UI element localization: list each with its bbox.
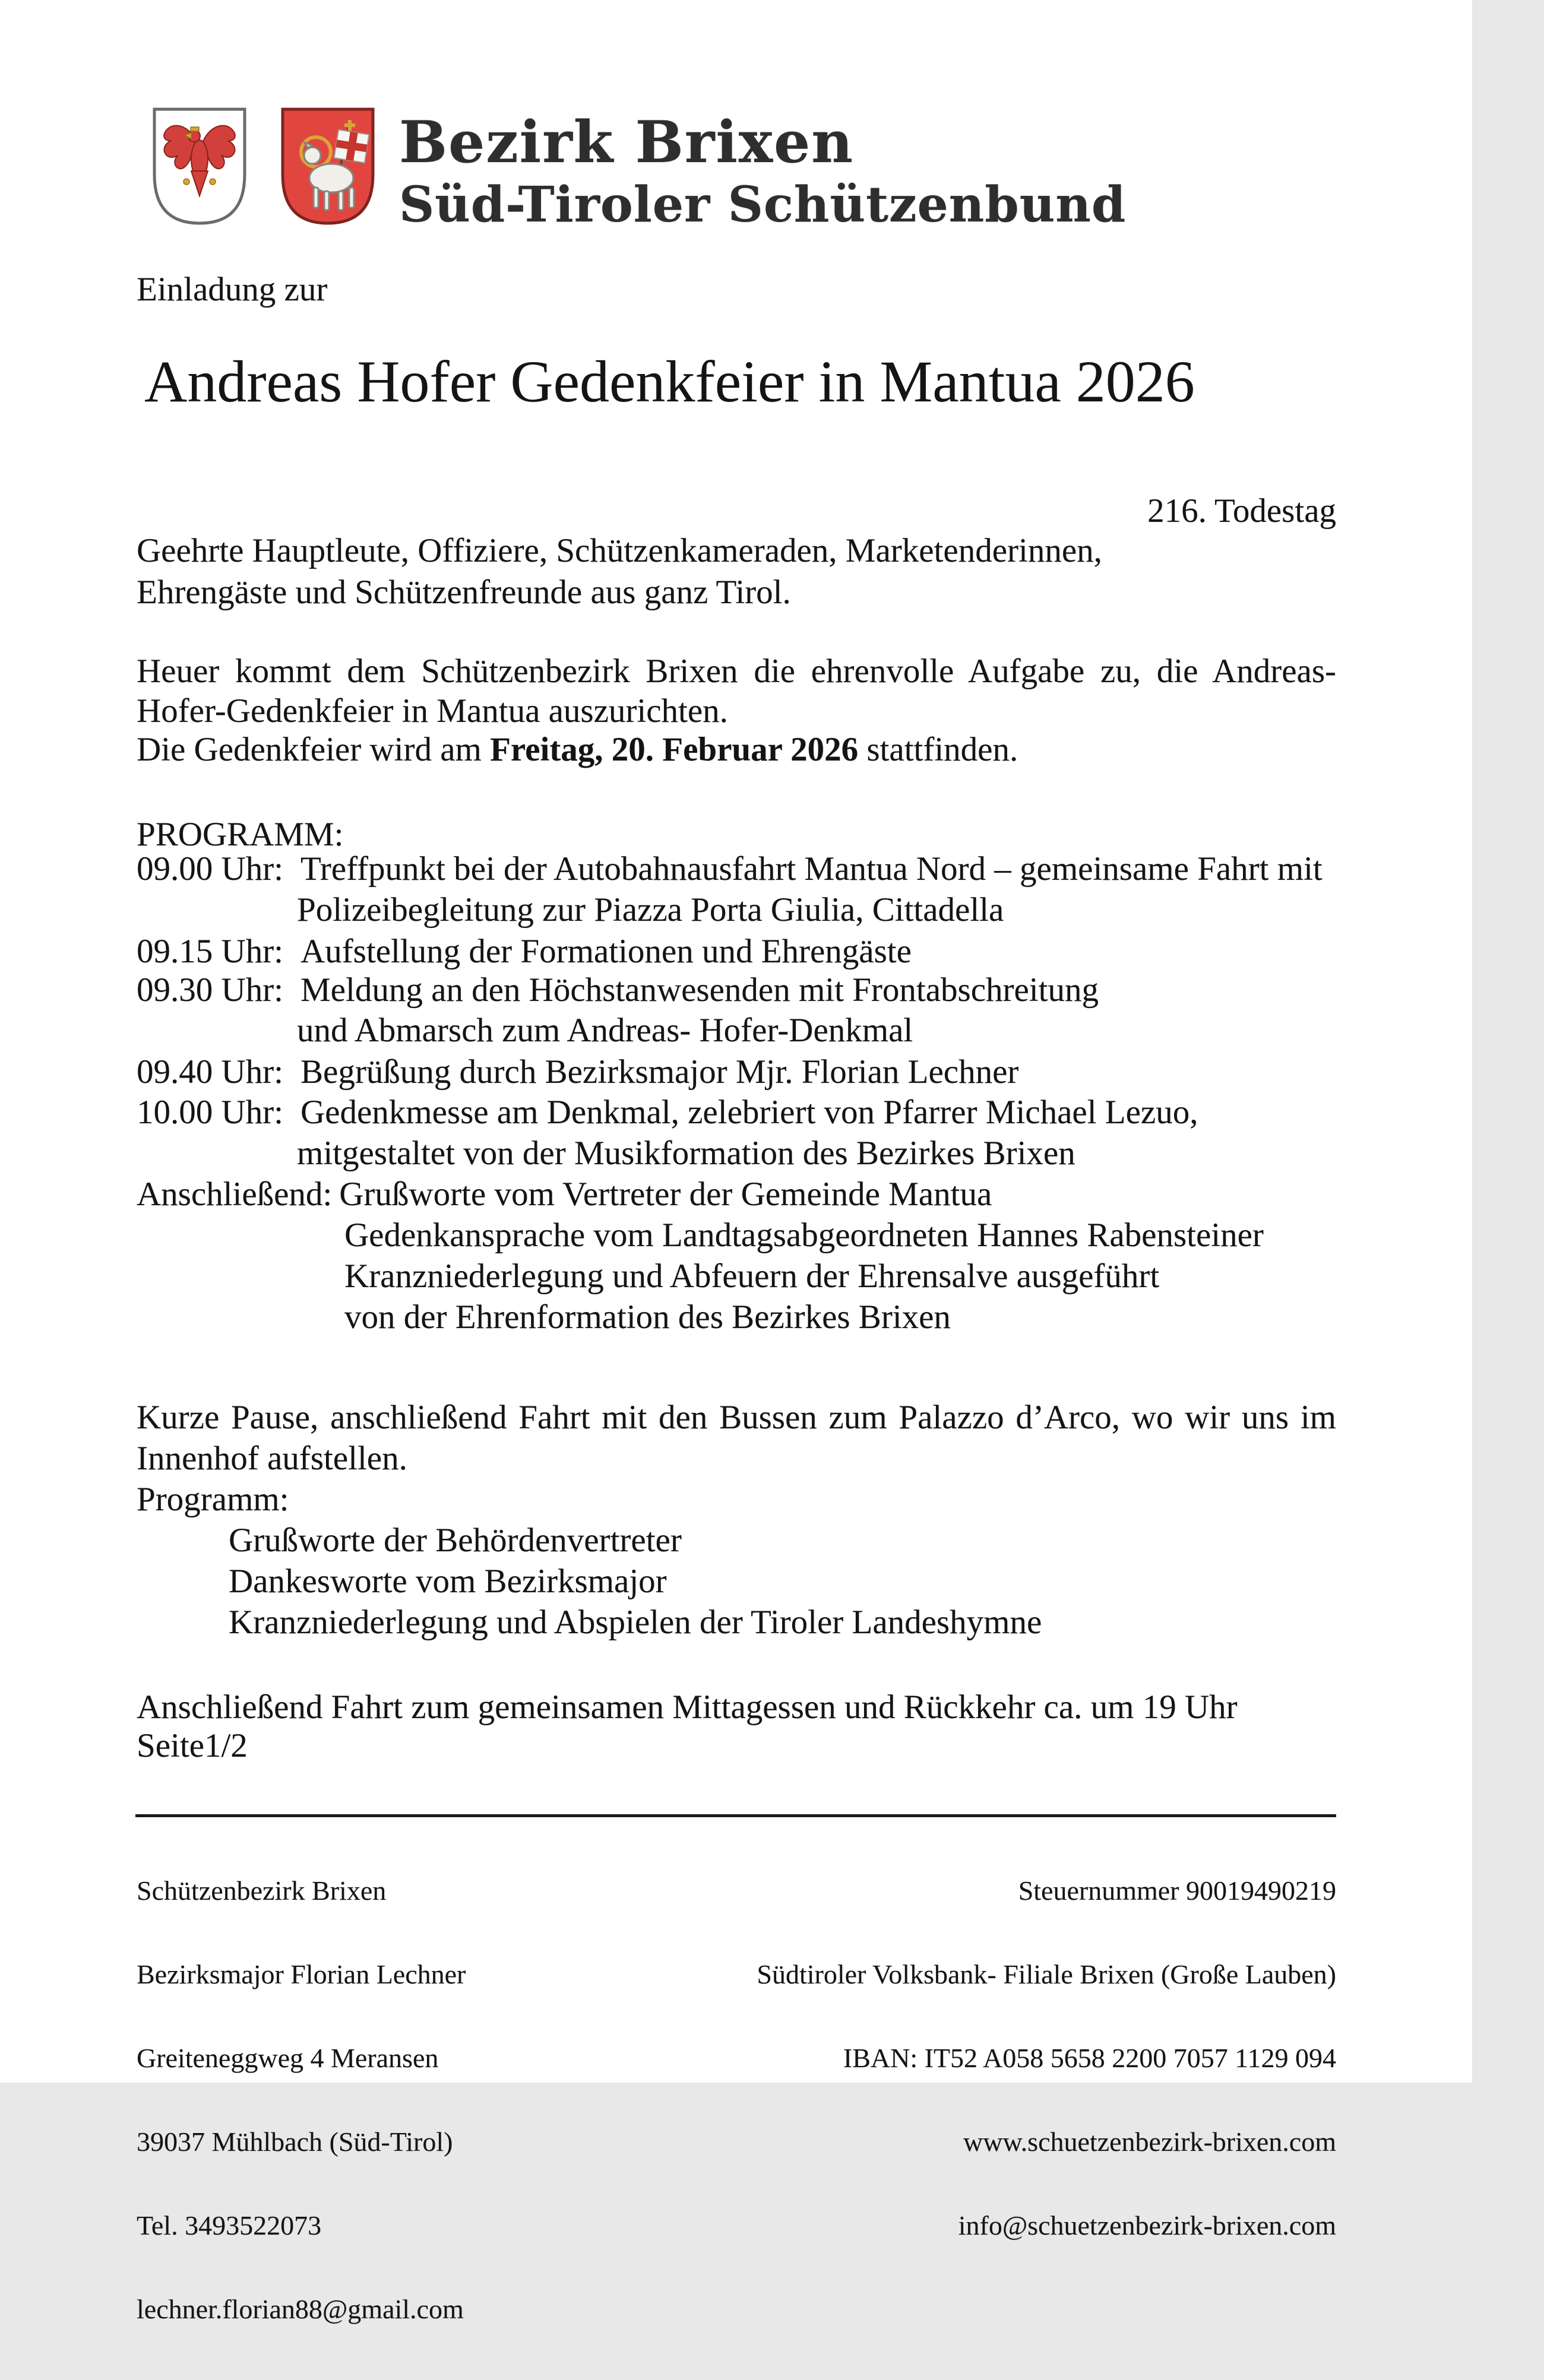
body-line: Kurze Pause, anschließend Fahrt mit den Bussen zum Palazzo d’Arco, wo wir uns im [137,1399,1336,1436]
salutation-line: Geehrte Hauptleute, Offiziere, Schützenkameraden, Marketenderinnen, [137,532,1102,569]
footer-email: lechner.florian88@gmail.com [137,2294,464,2324]
footer-org: Schützenbezirk Brixen [137,1875,387,1906]
document-title: Andreas Hofer Gedenkfeier in Mantua 2026 [144,348,1195,414]
afternoon-program-item: Dankesworte vom Bezirksmajor [229,1563,667,1600]
program-text: Aufstellung der Formationen und Ehrengäste [300,933,912,970]
footer-bank-block [757,1821,1336,2379]
program-heading: PROGRAMM: [137,816,344,853]
time-label: 10.00 Uhr: [137,1094,283,1131]
time-label: 09.15 Uhr: [137,933,283,970]
footer-contact-block [137,1821,466,2379]
program-row [137,1174,1336,1215]
program-row [137,1051,1336,1092]
program-continuation: Kranzniederlegung und Abfeuern der Ehrensalve ausgeführt [344,1257,1160,1295]
program-row [137,1092,1336,1133]
footer-divider [135,1814,1336,1817]
program-text: Grußworte vom Vertreter der Gemeinde Mantua [339,1175,992,1213]
body-line: Hofer-Gedenkfeier in Mantua auszurichten. [137,692,728,730]
program-row [137,848,1336,889]
program-text: Treffpunkt bei der Autobahnausfahrt Mantua Nord – gemeinsame Fahrt mit [300,850,1322,888]
tyrol-eagle-crest-icon [150,104,249,228]
time-label: Anschließend: [137,1175,333,1213]
time-label: 09.00 Uhr: [137,850,283,888]
footer-bank: Südtiroler Volksbank- Filiale Brixen (Große Lauben) [757,1959,1336,1989]
body-line [137,729,1336,770]
footer-website: www.schuetzenbezirk-brixen.com [963,2127,1336,2157]
invitation-lead: Einladung zur [137,271,328,308]
footer-org-email: info@schuetzenbezirk-brixen.com [958,2210,1336,2240]
program-row [137,969,1336,1010]
afternoon-program-heading: Programm: [137,1481,289,1518]
time-label: 09.30 Uhr: [137,971,283,1009]
salutation-line: Ehrengäste und Schützenfreunde aus ganz Tirol. [137,573,791,611]
date-suffix: stattfinden. [858,731,1018,768]
program-continuation: Gedenkansprache vom Landtagsabgeordneten Hannes Rabensteiner [344,1216,1264,1254]
footer-phone: Tel. 3493522073 [137,2210,322,2240]
date-prefix: Die Gedenkfeier wird am [137,731,491,768]
program-text: Meldung an den Höchstanwesenden mit Frontabschreitung [300,971,1099,1009]
body-line: Heuer kommt dem Schützenbezirk Brixen die ehrenvolle Aufgabe zu, die Andreas- [137,652,1336,690]
afternoon-program-item: Kranzniederlegung und Abspielen der Tiroler Landeshymne [229,1603,1042,1641]
footer-city: 39037 Mühlbach (Süd-Tirol) [137,2127,453,2157]
footer [137,1821,1336,2379]
afternoon-program-item: Grußworte der Behördenvertreter [229,1522,682,1559]
time-label: 09.40 Uhr: [137,1053,283,1091]
org-name: Bezirk Brixen [399,109,855,176]
program-continuation: Polizeibegleitung zur Piazza Porta Giulia, Cittadella [297,891,1004,928]
anniversary-line: 216. Todestag [1147,492,1336,530]
body-line: Innenhof aufstellen. [137,1440,407,1477]
program-text: Gedenkmesse am Denkmal, zelebriert von Pfarrer Michael Lezuo, [300,1094,1198,1131]
org-subtitle: Süd-Tiroler Schützenbund [399,176,1127,233]
page-number-label: Seite1/2 [137,1727,248,1764]
program-continuation: mitgestaltet von der Musikformation des Bezirkes Brixen [297,1134,1075,1172]
program-continuation: von der Ehrenformation des Bezirkes Brixen [344,1298,951,1336]
event-date: Freitag, 20. Februar 2026 [490,731,859,768]
footer-person: Bezirksmajor Florian Lechner [137,1959,466,1989]
program-text: Begrüßung durch Bezirksmajor Mjr. Florian Lechner [300,1053,1019,1091]
footer-street: Greiteneggweg 4 Meransen [137,2043,439,2073]
closing-line: Anschließend Fahrt zum gemeinsamen Mittagessen und Rückkehr ca. um 19 Uhr [137,1688,1238,1726]
footer-tax-number: Steuernummer 90019490219 [1018,1875,1336,1906]
footer-iban: IBAN: IT52 A058 5658 2200 7057 1129 094 [843,2043,1336,2073]
brixen-lamb-crest-icon [278,104,378,228]
program-row [137,931,1336,972]
program-continuation: und Abmarsch zum Andreas- Hofer-Denkmal [297,1012,913,1049]
